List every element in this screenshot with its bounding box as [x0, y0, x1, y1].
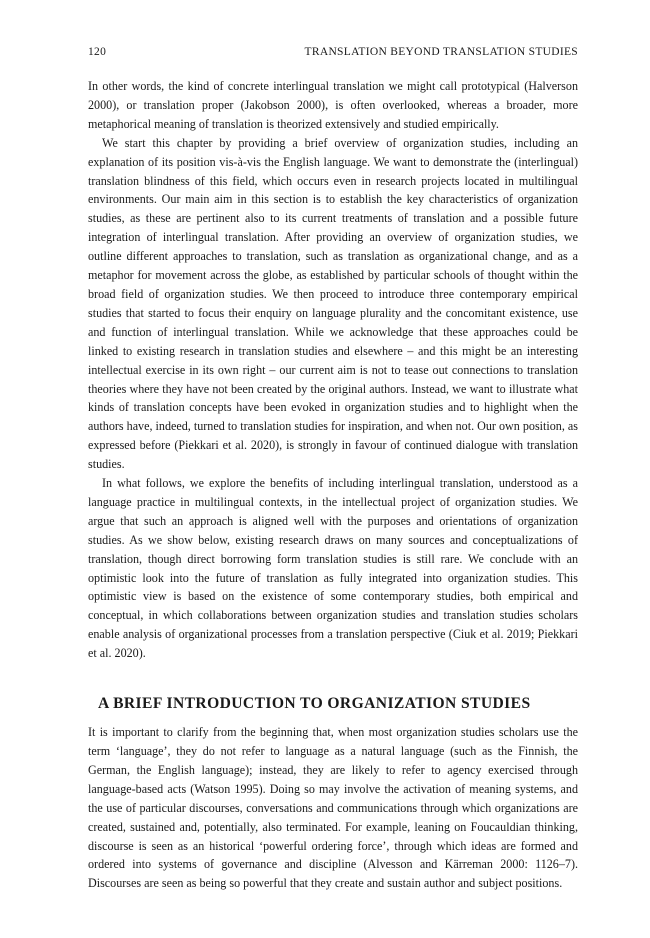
paragraph-1: In other words, the kind of concrete interlingual translation we might call prototypical (Halverson 2000), or translation proper (Jakobson 2000), is often overlooked, whereas a broader, more metaphorical meaning of translation is theorized extensively and studied empirically.: [88, 79, 578, 131]
page-number: 120: [88, 46, 107, 58]
section-heading: A BRIEF INTRODUCTION TO ORGANIZATION STUDIES: [98, 695, 531, 713]
paragraph-3: In what follows, we explore the benefits of including interlingual translation, understood as a language practice in multilingual contexts, in the intellectual project of organization studies. We argue that such an approach is aligned well with the purposes and orientations of organization studies. As we show below, existing research draws on many sources and conceptualizations of translation, though direct borrowing form translation studies is still rare. We conclude with an optimistic look into the future of translation as fully integrated into organization studies. This optimistic view is based on the existence of some contemporary studies, both empirical and conceptual, in which collaborations between organization studies and translation studies scholars enable analysis of organizational processes from a translation perspective (Ciuk et al. 2019; Piekkari et al. 2020).: [88, 476, 578, 661]
running-title: TRANSLATION BEYOND TRANSLATION STUDIES: [304, 46, 578, 58]
body-text: [88, 77, 578, 893]
section-paragraph: It is important to clarify from the beginning that, when most organization studies scholars use the term ‘language’, they do not refer to language as a natural language (such as the Finnish, the German, the English language); instead, they are likely to refer to agency exercised through language-based acts (Watson 1995). Doing so may involve the activation of meaning systems, and the use of particular discourses, conversations and communications through which organizations are created, sustained and, potentially, also terminated. For example, leaning on Foucauldian thinking, discourse is seen as an historical ‘powerful ordering force’, through which ideas are formed and ordered into systems of governance and discipline (Alvesson and Kärreman 2000: 1126–7). Discourses are seen as being so powerful that they create and sustain author and subject positions.: [88, 725, 578, 891]
paragraph-2: We start this chapter by providing a brief overview of organization studies, including an explanation of its position vis-à-vis the English language. We want to demonstrate the (interlingual) translation blindness of this field, which occurs even in research projects located in multilingual environments. Our main aim in this section is to establish the key characteristics of organization studies, as these are pertinent also to its current treatments of translation and a possible future integration of interlingual translation. After providing an overview of organization studies, we outline different approaches to translation, such as translation as organizational change, and as a metaphor for movement across the globe, as established by particular schools of thought within the broad field of organization studies. We then proceed to introduce three contemporary empirical studies that started to focus their enquiry on language plurality and the concomitant existence, use and function of interlingual translation. While we acknowledge that these approaches could be linked to existing research in translation studies and elsewhere – and this might be an interesting intellectual exercise in its own right – our current aim is not to tease out connections to translation theories where they have not been created by the original authors. Instead, we want to illustrate what kinds of translation concepts have been evoked in organization studies and to highlight when the authors have, indeed, turned to translation studies for inspiration, and when not. Our own position, as expressed before (Piekkari et al. 2020), is strongly in favour of continued dialogue with translation studies.: [88, 135, 578, 472]
